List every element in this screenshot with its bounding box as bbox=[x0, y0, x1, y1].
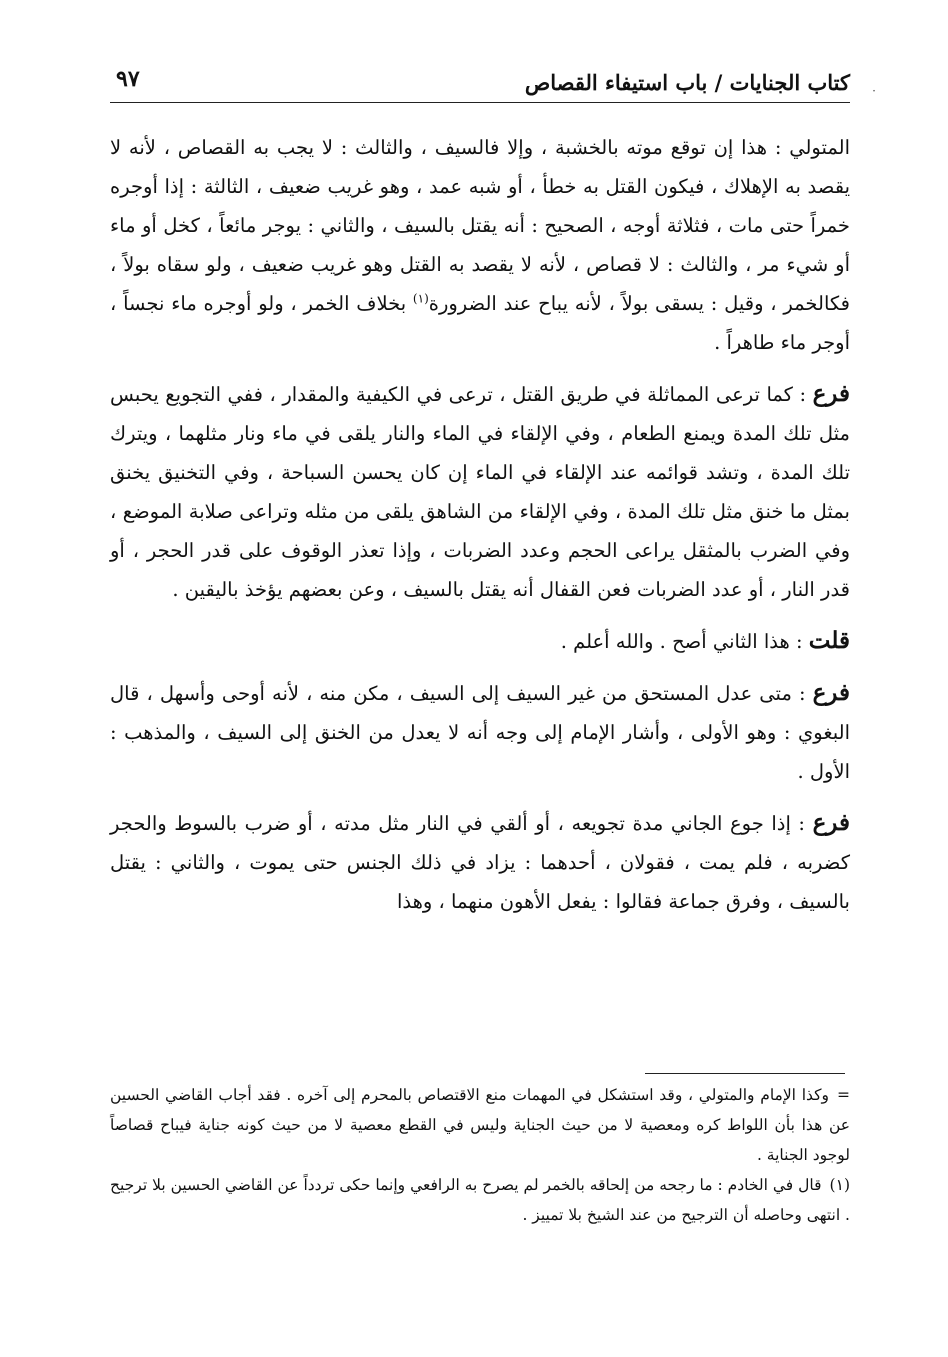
section-lead-far: فرع bbox=[812, 380, 850, 407]
footnote-1 bbox=[110, 1170, 850, 1230]
paragraph-4-text: : متى عدل المستحق من غير السيف إلى السيف ، مكن منه ، لأنه أوحى وأسهل ، قال البغوي : وهو الأولى ، وأشار الإمام إلى وجه أنه لا يعدل من الخنق إلى السيف ، والمذهب : الأول . bbox=[110, 682, 850, 783]
paragraph-2 bbox=[110, 374, 850, 609]
section-lead-far: فرع bbox=[812, 679, 850, 706]
footnote-continued bbox=[110, 1080, 850, 1170]
paragraph-1-tail: بخلاف الخمر ، ولو أوجره ماء نجساً ، أوجر ماء طاهراً . bbox=[110, 292, 850, 354]
page-header bbox=[110, 62, 876, 102]
paragraph-5-text: : إذا جوع الجاني مدة تجويعه ، أو ألقي في النار مثل مدته ، أو ضرب بالسوط والحجر كضربه ، فلم يمت ، فقولان ، أحدهما : يزاد في ذلك الجنس حتى يموت ، والثاني : يقتل بالسيف ، وفرق جماعة فقالوا : يفعل الأهون منهما ، وهذا bbox=[110, 812, 850, 913]
main-text bbox=[110, 128, 850, 921]
footnote-1-text: قال في الخادم : ما رجحه من إلحاقه بالخمر لم يصرح به الرافعي وإنما حكى تردداً عن القاضي الحسين بلا ترجيح . انتهى وحاصله أن الترجيح من عند الشيخ بلا تمييز . bbox=[110, 1176, 850, 1224]
footnote-ref-1: (١) bbox=[412, 291, 429, 306]
header-rule bbox=[110, 102, 850, 103]
paragraph-4 bbox=[110, 673, 850, 791]
header-dot: · bbox=[872, 84, 876, 98]
footnote-continued-text: وكذا الإمام والمتولي ، وقد استشكل في المهمات منع الاقتصاص بالمحرم إلى آخره . فقد أجاب القاضي الحسين عن هذا بأن اللواط كره ومعصية لا من حيث الجناية وليس في القطع معصية لا من حيث كونه جناية فيباح قصاصاً لوجود الجناية . bbox=[110, 1086, 850, 1164]
paragraph-5 bbox=[110, 803, 850, 921]
footnote-1-marker: (١) bbox=[829, 1176, 850, 1194]
running-head: كتاب الجنايات / باب استيفاء القصاص bbox=[524, 70, 850, 95]
paragraph-3 bbox=[110, 621, 850, 661]
paragraph-3-text: : هذا الثاني أصح . والله أعلم . bbox=[560, 630, 809, 653]
footnote-continued-marker: = bbox=[837, 1086, 850, 1104]
page-number: ٩٧ bbox=[116, 66, 140, 92]
paragraph-1-text: المتولي : هذا إن توقع موته بالخشبة ، وإلا فالسيف ، والثالث : لا يجب به القصاص ، لأنه لا يقصد به الإهلاك ، فيكون القتل به خطأ ، أو شبه عمد ، وهو غريب ضعيف ، الثالثة : إذا أوجره خمراً حتى مات ، فثلاثة أوجه ، الصحيح : أنه يقتل بالسيف ، والثاني : يوجر مائعاً ، كخل أو ماء أو شيء مر ، والثالث : لا قصاص ، لأنه لا يقصد به القتل وهو غريب ضعيف ، ولو سقاه بولاً ، فكالخمر ، وقيل : يسقى بولاً ، لأنه يباح عند الضرورة bbox=[110, 136, 850, 315]
section-lead-qult: قلت bbox=[808, 627, 850, 654]
section-lead-far: فرع bbox=[812, 809, 850, 836]
footnotes bbox=[110, 1080, 850, 1230]
footnote-rule bbox=[645, 1073, 845, 1074]
paragraph-2-text: : كما ترعى المماثلة في طريق القتل ، ترعى في الكيفية والمقدار ، ففي التجويع يحبس مثل تلك المدة ويمنع الطعام ، وفي الإلقاء في الماء والنار يلقى في ماء ونار مثلهما ، ويترك تلك المدة ، وتشد قوائمه عند الإلقاء في الماء إن كان يحسن السباحة ، وفي التخنيق يخنق بمثل ما خنق مثل تلك المدة ، وفي الإلقاء من الشاهق يلقى من مثله وتراعى صلابة الموضع ، وفي الضرب بالمثقل يراعى الحجم وعدد الضربات ، وإذا تعذر الوقوف على قدر الحجر ، أو قدر النار ، أو عدد الضربات فعن القفال أنه يقتل بالسيف ، وعن بعضهم يؤخذ باليقين . bbox=[110, 383, 850, 601]
paragraph-1 bbox=[110, 128, 850, 362]
